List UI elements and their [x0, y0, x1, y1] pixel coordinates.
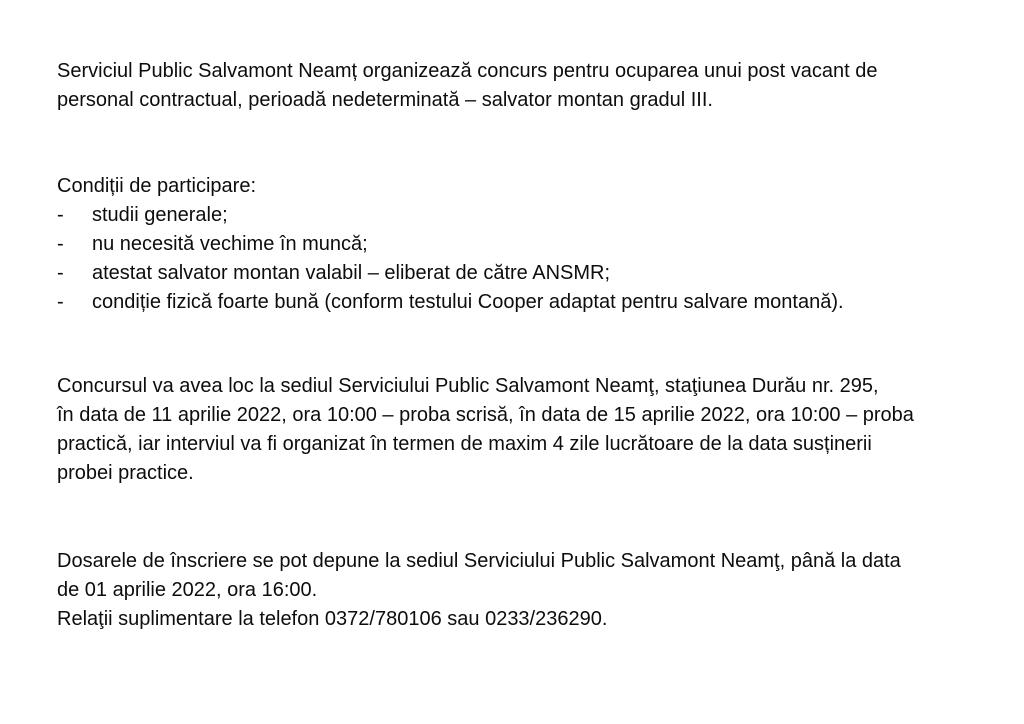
- exam-line-3: practică, iar interviul va fi organizat în termen de maxim 4 zile lucrătoare de la data susținerii: [57, 433, 872, 455]
- list-item-text: atestat salvator montan valabil – eliberat de către ANSMR;: [92, 262, 611, 284]
- list-item: [57, 230, 1006, 259]
- intro-paragraph: [57, 57, 1006, 115]
- submission-line-2: de 01 aprilie 2022, ora 16:00.: [57, 579, 318, 601]
- submission-paragraph: [57, 547, 1006, 634]
- exam-line-2: în data de 11 aprilie 2022, ora 10:00 – proba scrisă, în data de 15 aprilie 2022, ora 10:00 – proba: [57, 404, 914, 426]
- bullet-dash: -: [57, 204, 64, 226]
- bullet-dash: -: [57, 291, 64, 313]
- bullet-dash: -: [57, 233, 64, 255]
- submission-line-1: Dosarele de înscriere se pot depune la sediul Serviciului Public Salvamont Neamţ, până la data: [57, 550, 901, 572]
- intro-line-2: personal contractual, perioadă nedeterminată – salvator montan gradul III.: [57, 89, 713, 111]
- list-item-text: studii generale;: [92, 204, 228, 226]
- list-item-text: nu necesită vechime în muncă;: [92, 233, 368, 255]
- list-item-text: condiție fizică foarte bună (conform testului Cooper adaptat pentru salvare montană).: [92, 291, 844, 313]
- list-item: [57, 288, 1006, 317]
- exam-line-1: Concursul va avea loc la sediul Serviciului Public Salvamont Neamţ, staţiunea Durău nr. 295,: [57, 375, 879, 397]
- conditions-heading: Condiții de participare:: [57, 175, 256, 197]
- intro-line-1: Serviciul Public Salvamont Neamț organizează concurs pentru ocuparea unui post vacant de: [57, 60, 878, 82]
- conditions-section: [57, 172, 1006, 317]
- list-item: [57, 259, 1006, 288]
- list-item: [57, 201, 1006, 230]
- contact-phone-line: Relaţii suplimentare la telefon 0372/780106 sau 0233/236290.: [57, 608, 608, 630]
- exam-line-4: probei practice.: [57, 462, 194, 484]
- exam-schedule-paragraph: [57, 372, 1006, 488]
- bullet-dash: -: [57, 262, 64, 284]
